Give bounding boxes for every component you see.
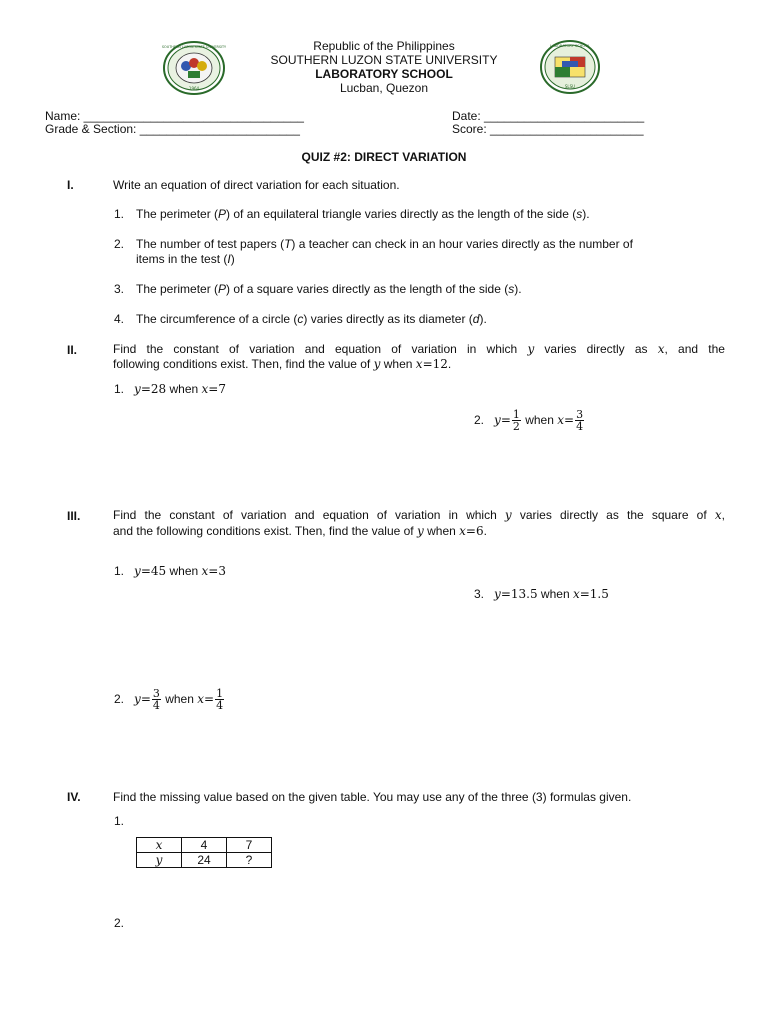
table-row <box>137 853 272 868</box>
section-3-instruction-line2: and the following conditions exist. Then, find the value of y when x=6. <box>113 524 487 538</box>
table-cell: 4 <box>182 838 227 853</box>
section-4-instruction: Find the missing value based on the given table. You may use any of the three (3) formulas given. <box>113 790 632 804</box>
section-2-numeral: II. <box>67 343 78 357</box>
svg-text:SLSU: SLSU <box>564 84 576 89</box>
header-school: LABORATORY SCHOOL <box>315 67 453 81</box>
s1-item-3: The perimeter (P) of a square varies directly as the length of the side (s). <box>136 282 522 296</box>
s2-item-2: 2. y= $\frac{1}{2}$ when x= $\frac{3}{4}$ <box>474 408 584 434</box>
s1-item-1-number: 1. <box>114 207 125 221</box>
table-cell: x <box>137 838 182 853</box>
quiz-title: QUIZ #2: DIRECT VARIATION <box>301 150 467 164</box>
header-university: SOUTHERN LUZON STATE UNIVERSITY <box>270 53 498 67</box>
s1-item-4: The circumference of a circle (c) varies directly as its diameter (d). <box>136 312 487 326</box>
s4-item-1-number: 1. <box>114 814 125 828</box>
section-1-numeral: I. <box>67 178 74 192</box>
header-location: Lucban, Quezon <box>339 81 429 95</box>
table-cell: y <box>137 853 182 868</box>
svg-text:LABORATORY SCHOOL: LABORATORY SCHOOL <box>549 44 591 48</box>
svg-text:1964: 1964 <box>188 86 200 91</box>
section-1-instruction: Write an equation of direct variation for each situation. <box>113 178 400 192</box>
date-field: Date: ________________________ <box>452 109 645 123</box>
s1-item-2-line2: items in the test (I) <box>136 252 235 266</box>
grade-section-field: Grade & Section: ________________________ <box>45 122 300 136</box>
s4-item-2-number: 2. <box>114 916 125 930</box>
table-row <box>137 838 272 853</box>
s1-item-1: The perimeter (P) of an equilateral triangle varies directly as the length of the side (s). <box>136 207 590 221</box>
s1-item-4-number: 4. <box>114 312 125 326</box>
header-country: Republic of the Philippines <box>313 39 455 53</box>
section-2-instruction-line2: following conditions exist. Then, find the value of y when x=12. <box>113 357 452 371</box>
name-field: Name: _________________________________ <box>45 109 304 123</box>
section-3-instruction-line1: Find the constant of variation and equation of variation in which y varies directly as the square of x, <box>113 508 725 522</box>
s2-item-1: 1. y=28 when x=7 <box>114 382 226 396</box>
s3-item-1: 1. y=45 when x=3 <box>114 564 226 578</box>
table-cell: ? <box>227 853 272 868</box>
section-2-instruction-line1: Find the constant of variation and equation of variation in which y varies directly as x, and the <box>113 342 725 356</box>
variation-table <box>136 837 272 868</box>
svg-text:SOUTHERN LUZON STATE UNIVERSIT: SOUTHERN LUZON STATE UNIVERSITY <box>162 45 226 49</box>
s1-item-2-number: 2. <box>114 237 125 251</box>
section-3-numeral: III. <box>67 509 81 523</box>
table-cell: 24 <box>182 853 227 868</box>
s3-item-3: 3. y=13.5 when x=1.5 <box>474 587 609 601</box>
s1-item-2: The number of test papers (T) a teacher can check in an hour varies directly as the number of <box>136 237 633 251</box>
score-field: Score: _______________________ <box>452 122 644 136</box>
s1-item-3-number: 3. <box>114 282 125 296</box>
section-4-numeral: IV. <box>67 790 81 804</box>
s3-item-2: 2. y= $\frac{3}{4}$ when x= $\frac{1}{4}$ <box>114 687 224 713</box>
table-cell: 7 <box>227 838 272 853</box>
